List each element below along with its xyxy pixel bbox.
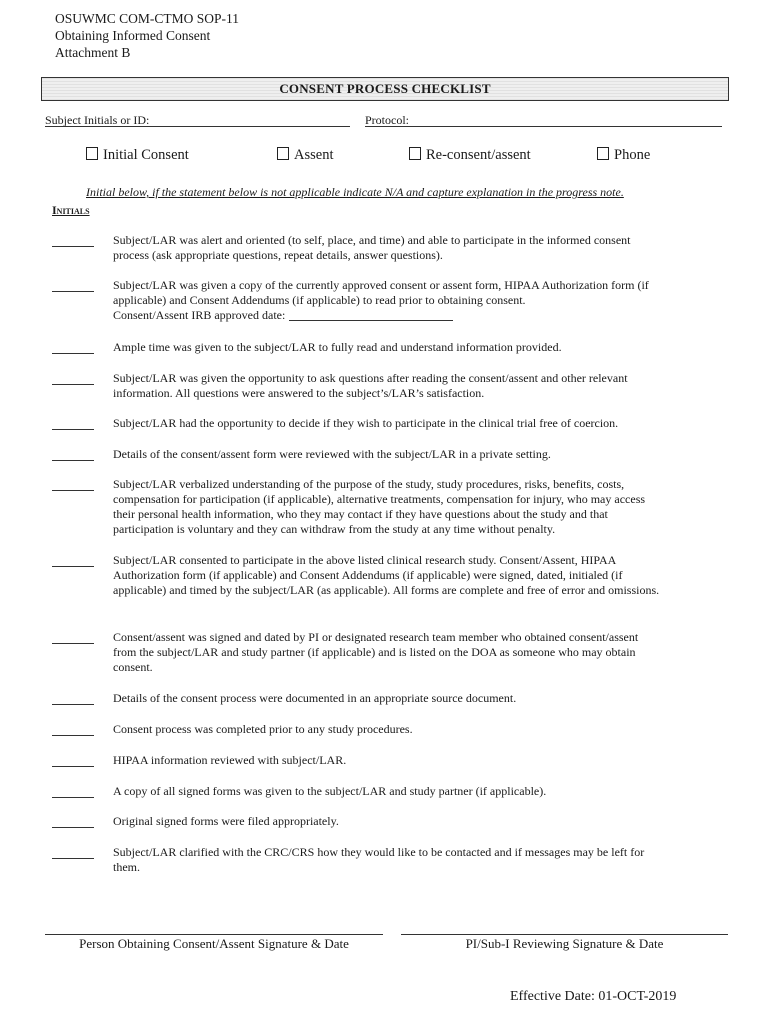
checklist-item-line: from the subject/LAR and study partner (if applicable) and is listed on the DOA as someone who may obtain [113, 645, 636, 659]
checklist-item-text [113, 753, 728, 768]
checklist-item-line: Details of the consent/assent form were reviewed with the subject/LAR in a private setting. [113, 447, 551, 461]
effective-date: Effective Date: 01-OCT-2019 [510, 989, 677, 1004]
checklist-item-text [113, 447, 728, 462]
initials-field[interactable] [52, 353, 94, 354]
checklist-item-text [113, 722, 728, 737]
checklist-item-line: A copy of all signed forms was given to the subject/LAR and study partner (if applicable). [113, 784, 547, 798]
irb-date-field[interactable] [289, 309, 453, 321]
checklist-item-line: HIPAA information reviewed with subject/LAR. [113, 753, 347, 767]
checklist-item-text [113, 553, 728, 598]
checklist-item-line: Subject/LAR was given the opportunity to ask questions after reading the consent/assent and other relevant [113, 371, 628, 385]
person-obtaining-signature-label: Person Obtaining Consent/Assent Signature & Date [79, 936, 349, 951]
checkbox-icon[interactable] [597, 147, 609, 160]
checklist-item-text [113, 814, 728, 829]
checklist-item-text [113, 278, 728, 323]
reconsent-checkbox[interactable]: Re-consent/assent [409, 147, 531, 164]
checklist-item-line: Subject/LAR was alert and oriented (to self, place, and time) and able to participate in the informed consent [113, 233, 631, 247]
checklist-item-line: Consent/assent was signed and dated by PI or designated research team member who obtained consent/assent [113, 630, 639, 644]
checklist-item-line: applicable) and Consent Addendums (if applicable) to read prior to obtaining consent. [113, 293, 526, 307]
initials-field[interactable] [52, 291, 94, 292]
checklist-item-line: Ample time was given to the subject/LAR to fully read and understand information provided. [113, 340, 562, 354]
checklist-item-text [113, 630, 728, 675]
checklist-title-box [41, 77, 729, 101]
checkbox-icon[interactable] [409, 147, 421, 160]
checklist-item-text [113, 371, 728, 401]
checklist-item-line: Subject/LAR verbalized understanding of the purpose of the study, study procedures, risks, benefits, costs, [113, 477, 625, 491]
initials-field[interactable] [52, 643, 94, 644]
checklist-item-line: Subject/LAR was given a copy of the currently approved consent or assent form, HIPAA Authorization form (if [113, 278, 649, 292]
checklist-item-text [113, 233, 728, 263]
checklist-item-line: information. All questions were answered to the subject’s/LAR’s satisfaction. [113, 386, 485, 400]
checklist-item-line: compensation for participation (if applicable), alternative treatments, compensation for injury, who may access [113, 492, 646, 506]
subject-initials-field[interactable] [45, 126, 350, 127]
checklist-item-text [113, 784, 728, 799]
instructions: Initial below, if the statement below is not applicable indicate N/A and capture explanation in the progress note. [86, 185, 624, 199]
checklist-item-text [113, 416, 728, 431]
checklist-item-text [113, 340, 728, 355]
checklist-item-text [113, 845, 728, 875]
initials-field[interactable] [52, 566, 94, 567]
checkbox-icon[interactable] [86, 147, 98, 160]
checklist-item-line: Original signed forms were filed appropriately. [113, 814, 339, 828]
checklist-item-line: Subject/LAR consented to participate in the above listed clinical research study. Consent/Assent, HIPAA [113, 553, 617, 567]
checkbox-icon[interactable] [277, 147, 289, 160]
checklist-title: CONSENT PROCESS CHECKLIST [279, 81, 491, 96]
checklist-item-line: Subject/LAR had the opportunity to decide if they wish to participate in the clinical trial free of coercion. [113, 416, 619, 430]
pi-signature-line[interactable] [401, 934, 728, 935]
checklist-item-text [113, 691, 728, 706]
initials-field[interactable] [52, 704, 94, 705]
initials-field[interactable] [52, 490, 94, 491]
checklist-item-line: applicable) and timed by the subject/LAR (as applicable). All forms are complete and free of error and omissions. [113, 583, 660, 597]
protocol-label: Protocol: [365, 113, 409, 127]
initials-field[interactable] [52, 384, 94, 385]
checklist-item-line: process (ask appropriate questions, repeat details, answer questions). [113, 248, 443, 262]
initials-field[interactable] [52, 827, 94, 828]
initials-field[interactable] [52, 246, 94, 247]
checklist-item-line: participation is voluntary and they can withdraw from the study at any time without penalty. [113, 522, 556, 536]
person-obtaining-signature-line[interactable] [45, 934, 383, 935]
initials-field[interactable] [52, 735, 94, 736]
checklist-item-line: Subject/LAR clarified with the CRC/CRS how they would like to be contacted and if messages may be left for [113, 845, 645, 859]
assent-checkbox[interactable]: Assent [277, 147, 333, 164]
initials-field[interactable] [52, 429, 94, 430]
checklist-item-line: consent. [113, 660, 153, 674]
initials-field[interactable] [52, 460, 94, 461]
initials-field[interactable] [52, 858, 94, 859]
checklist-item-line: Consent process was completed prior to any study procedures. [113, 722, 413, 736]
checklist-item-line: their personal health information, who they may contact if they have questions about the study and that [113, 507, 608, 521]
checklist-item-line: Authorization form (if applicable) and Consent Addendums (if applicable) were signed, dated, initialed (if [113, 568, 623, 582]
initial-consent-checkbox[interactable]: Initial Consent [86, 147, 189, 164]
checklist-item-line [113, 308, 728, 323]
pi-signature-label: PI/Sub-I Reviewing Signature & Date [465, 936, 664, 951]
checklist-item-line: them. [113, 860, 140, 874]
document-header [55, 10, 239, 61]
irb-date-label: Consent/Assent IRB approved date: [113, 308, 286, 322]
initials-field[interactable] [52, 797, 94, 798]
subject-initials-label: Subject Initials or ID: [45, 113, 150, 127]
sop-title: Obtaining Informed Consent [55, 28, 211, 43]
phone-checkbox[interactable]: Phone [597, 147, 650, 164]
initials-heading: Initials [52, 203, 90, 217]
attachment-label: Attachment B [55, 45, 131, 60]
protocol-field[interactable] [365, 126, 722, 127]
checklist-item-text [113, 477, 728, 537]
checklist-item-line: Details of the consent process were documented in an appropriate source document. [113, 691, 517, 705]
sop-number: OSUWMC COM-CTMO SOP-11 [55, 11, 240, 26]
initials-field[interactable] [52, 766, 94, 767]
